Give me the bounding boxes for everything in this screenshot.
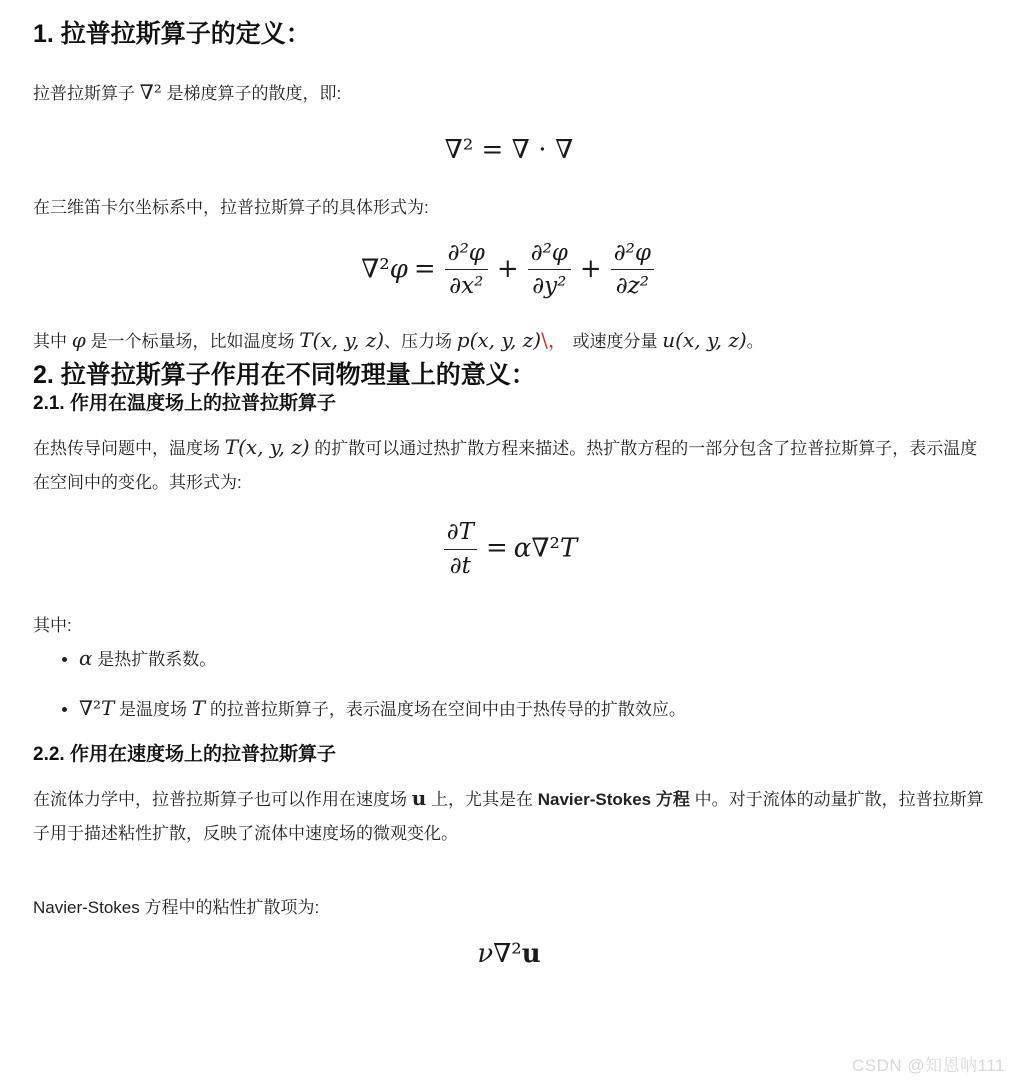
- math-alpha: α: [513, 533, 532, 564]
- fraction-numerator: ∂T: [446, 519, 474, 546]
- inline-math-velocity-vector-u: u: [411, 786, 427, 811]
- fraction-numerator: ∂²φ: [447, 239, 485, 266]
- inline-math-nabla-squared: ∇²: [139, 79, 162, 104]
- text-segment: 其中: [33, 332, 72, 351]
- inline-math-T: T: [100, 695, 115, 720]
- text-segment: 是温度场: [114, 699, 192, 719]
- text-segment: 的拉普拉斯算子，表示温度场在空间中由于热传导的扩散效应。: [205, 699, 686, 719]
- fraction-denominator: ∂x²: [445, 269, 488, 301]
- math-phi: φ: [389, 253, 408, 284]
- fraction-d2phi-dy2: [528, 239, 571, 302]
- section-heading-2: 2. 拉普拉斯算子作用在不同物理量上的意义：: [33, 361, 536, 389]
- section-heading-1: 1. 拉普拉斯算子的定义：: [33, 20, 311, 48]
- plus-sign: +: [496, 253, 519, 284]
- text-segment: 是梯度算子的散度，即:: [161, 83, 342, 103]
- formula-viscous-diffusion-term: [33, 939, 985, 969]
- fraction-denominator: ∂y²: [528, 269, 571, 301]
- list-item-alpha: [79, 643, 985, 677]
- text-segment: 或速度分量: [567, 332, 663, 351]
- math-expression: ∇² = ∇ ⋅ ∇: [444, 134, 574, 165]
- equals-sign: =: [485, 533, 508, 564]
- formula-laplacian-definition: [33, 135, 985, 165]
- para-heat-conduction: [33, 432, 985, 500]
- math-nabla-squared: ∇²: [361, 253, 390, 284]
- plus-sign: +: [579, 253, 602, 284]
- text-segment: 是热扩散系数。: [92, 649, 217, 669]
- list-item-laplacian-T: [79, 693, 985, 727]
- para-laplacian-intro: [33, 77, 985, 111]
- article-body: [33, 18, 985, 969]
- para-fluid-mechanics: [33, 783, 985, 851]
- subsection-heading-2-2: 2.2. 作用在速度场上的拉普拉斯算子: [33, 743, 336, 765]
- inline-math-phi: φ: [71, 328, 86, 352]
- fraction-numerator: ∂²φ: [613, 239, 651, 266]
- text-segment: 拉普拉斯算子: [33, 83, 140, 103]
- formula-heat-diffusion: [33, 518, 985, 581]
- math-T: T: [559, 533, 578, 564]
- para-cartesian-intro: 在三维笛卡尔坐标系中，拉普拉斯算子的具体形式为:: [33, 197, 429, 217]
- math-nabla-squared: ∇²: [493, 939, 522, 970]
- inline-math-temperature-field: T(x, y, z): [224, 435, 310, 460]
- formula-laplacian-cartesian: [33, 239, 985, 302]
- equals-sign: =: [413, 253, 436, 284]
- math-nu: ν: [477, 939, 494, 970]
- math-velocity-vector-u: u: [521, 939, 541, 970]
- text-segment: 在流体力学中，拉普拉斯算子也可以作用在速度场: [33, 790, 412, 810]
- para-scalar-field-note: [33, 325, 985, 359]
- fraction-denominator: ∂t: [444, 549, 477, 581]
- fraction-numerator: ∂²φ: [530, 239, 568, 266]
- text-segment: 的扩散可以通过热扩散方程来描述。热扩散方程的一部分包含了拉普拉斯算子，表示温度在空间中的变化。其形式为:: [33, 439, 978, 493]
- fraction-d2phi-dz2: [611, 239, 654, 302]
- inline-math-alpha: α: [79, 645, 93, 670]
- text-segment: 是一个标量场，比如温度场: [85, 332, 300, 351]
- math-nabla-squared: ∇²: [531, 533, 560, 564]
- text-segment: 上，尤其是在: [426, 790, 538, 810]
- text-segment: 、压力场: [384, 332, 457, 351]
- para-where: 其中:: [33, 615, 72, 635]
- text-segment: 在热传导问题中，温度场: [33, 439, 225, 459]
- inline-math-T: T: [191, 695, 206, 720]
- bullet-list: [33, 643, 985, 727]
- inline-math-pressure-field: p(x, y, z): [456, 328, 542, 352]
- text-segment: 中。对于流体的动量扩散，拉普拉斯算子用于描述粘性扩散，反映了流体中速度场的微观变化。: [33, 790, 984, 844]
- inline-math-temperature-field: T(x, y, z): [299, 328, 385, 352]
- text-segment: 。: [746, 332, 764, 351]
- subsection-heading-2-1: 2.1. 作用在温度场上的拉普拉斯算子: [33, 392, 336, 414]
- latex-escape-error-text: \，: [541, 328, 568, 352]
- fraction-denominator: ∂z²: [611, 269, 654, 301]
- fraction-d2phi-dx2: [445, 239, 488, 302]
- bold-navier-stokes-label: Navier-Stokes 方程: [537, 790, 690, 810]
- fraction-dT-dt: [444, 518, 477, 581]
- inline-math-nabla-squared: ∇²: [79, 695, 101, 720]
- para-navier-stokes-intro: Navier-Stokes 方程中的粘性扩散项为:: [33, 898, 320, 918]
- csdn-watermark: CSDN @知恩呐111: [852, 1056, 1005, 1075]
- inline-math-velocity-component: u(x, y, z): [662, 328, 747, 352]
